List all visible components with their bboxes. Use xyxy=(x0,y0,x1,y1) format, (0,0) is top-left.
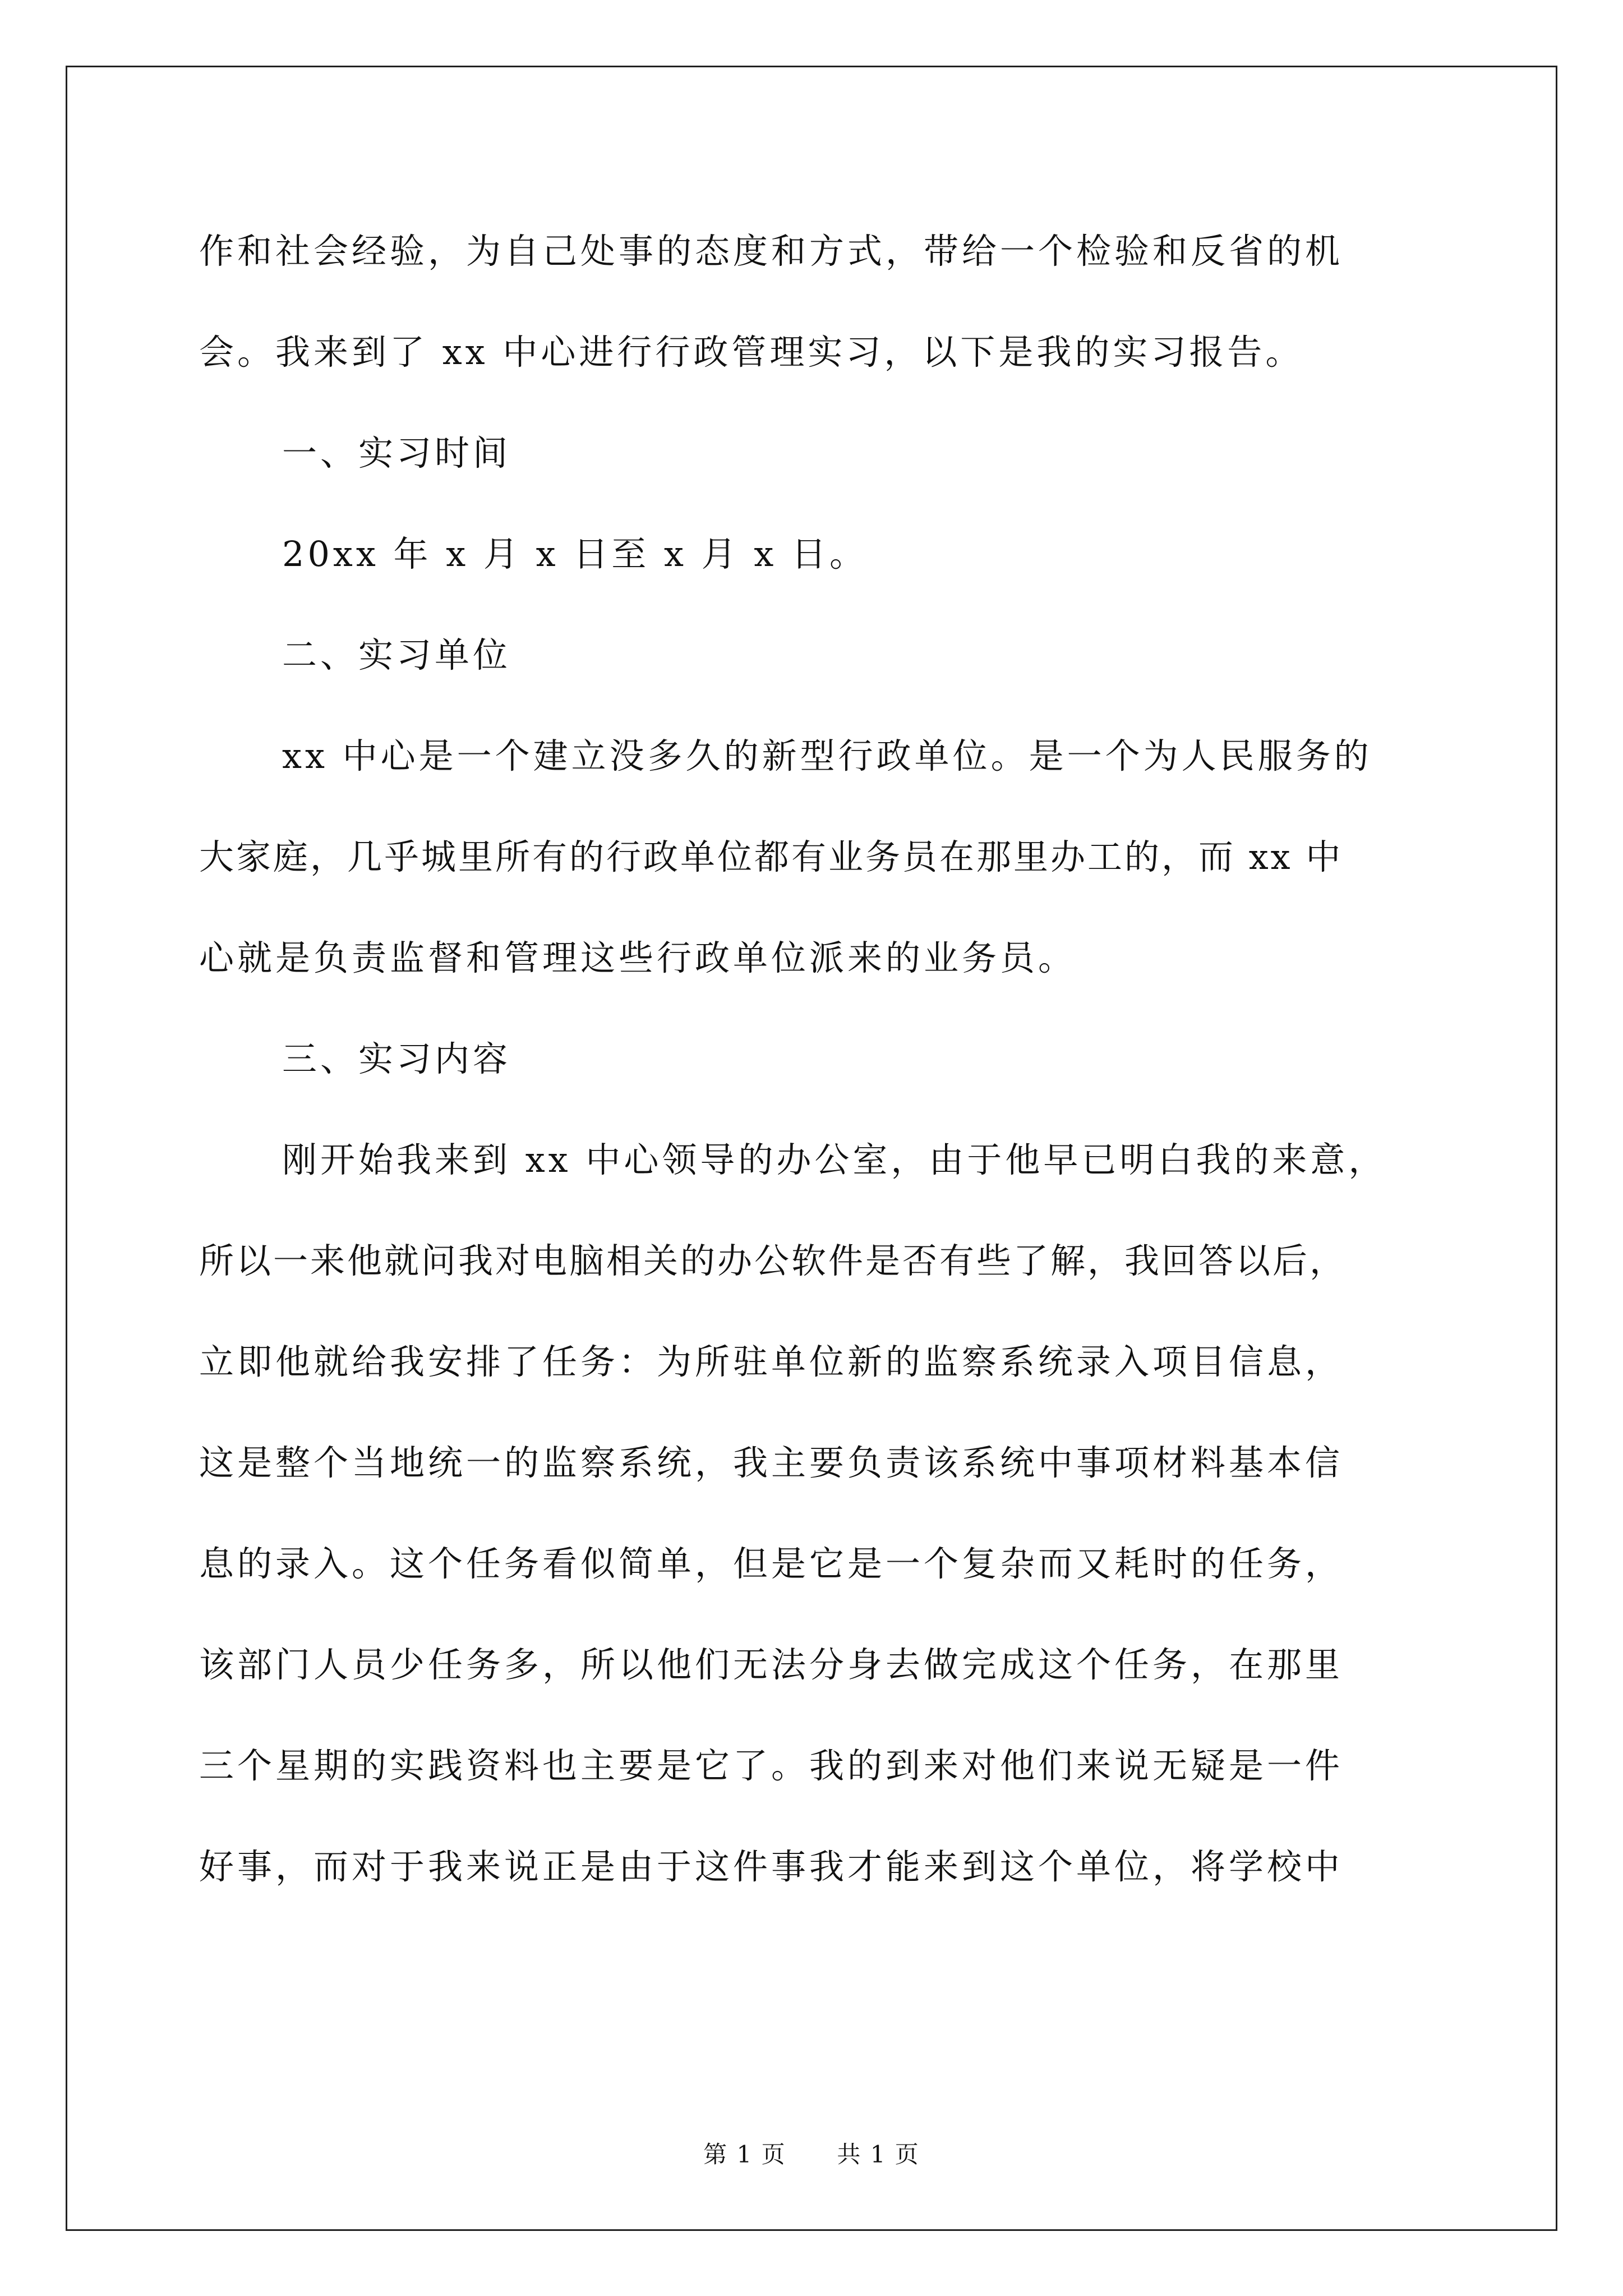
text-line: 所以一来他就问我对电脑相关的办公软件是否有些了解，我回答以后， xyxy=(199,1240,1347,1281)
page-footer xyxy=(0,2136,1623,2170)
text-line: 作和社会经验，为自己处事的态度和方式，带给一个检验和反省的机 xyxy=(199,231,1344,272)
text-line: 三个星期的实践资料也主要是它了。我的到来对他们来说无疑是一件 xyxy=(199,1745,1344,1786)
text-line: 会。我来到了 xx 中心进行行政管理实习，以下是我的实习报告。 xyxy=(199,332,1304,372)
text-line: xx 中心是一个建立没多久的新型行政单位。是一个为人民服务的 xyxy=(282,735,1372,776)
text-line: 立即他就给我安排了任务：为所驻单位新的监察系统录入项目信息， xyxy=(199,1341,1344,1382)
section-heading: 一、实习时间 xyxy=(282,432,511,473)
text-line: 这是整个当地统一的监察系统，我主要负责该系统中事项材料基本信 xyxy=(199,1442,1344,1483)
document-body xyxy=(199,216,1433,1932)
page-total: 共 1 页 xyxy=(837,2141,920,2168)
text-line: 20xx 年 x 月 x 日至 x 月 x 日。 xyxy=(282,533,868,574)
section-heading: 三、实习内容 xyxy=(282,1038,511,1079)
text-line: 刚开始我来到 xx 中心领导的办公室，由于他早已明白我的来意， xyxy=(282,1139,1387,1180)
text-line: 好事，而对于我来说正是由于这件事我才能来到这个单位，将学校中 xyxy=(199,1846,1344,1887)
page-number: 第 1 页 xyxy=(703,2141,786,2168)
section-heading: 二、实习单位 xyxy=(282,634,511,675)
text-line: 该部门人员少任务多，所以他们无法分身去做完成这个任务，在那里 xyxy=(199,1644,1344,1685)
text-line: 大家庭，几乎城里所有的行政单位都有业务员在那里办工的，而 xx 中 xyxy=(199,836,1343,877)
text-line: 息的录入。这个任务看似简单，但是它是一个复杂而又耗时的任务， xyxy=(199,1543,1344,1584)
text-line: 心就是负责监督和管理这些行政单位派来的业务员。 xyxy=(199,937,1077,978)
